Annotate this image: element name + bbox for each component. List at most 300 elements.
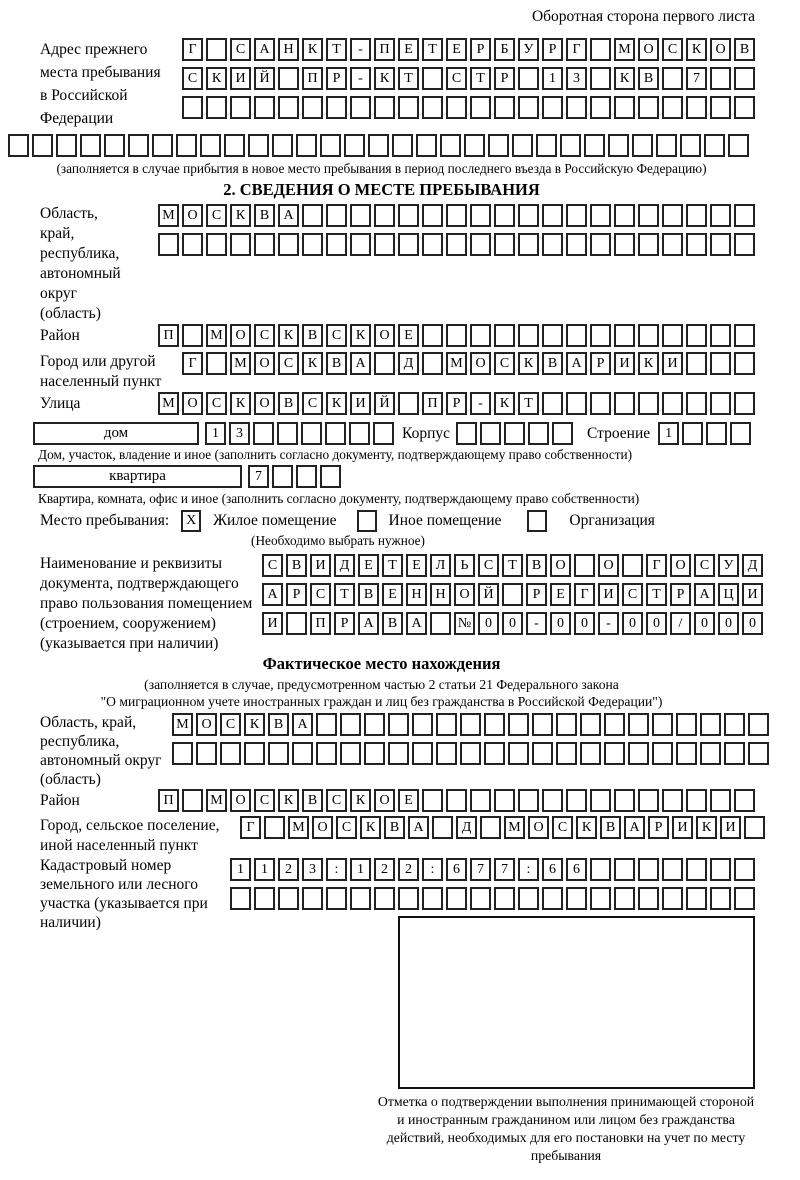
char-cell[interactable]: [676, 742, 697, 765]
char-cell[interactable]: [710, 67, 731, 90]
char-cell[interactable]: М: [288, 816, 309, 839]
char-cell[interactable]: [422, 324, 443, 347]
char-cell[interactable]: [460, 713, 481, 736]
char-cell[interactable]: 0: [622, 612, 643, 635]
char-cell[interactable]: [302, 96, 323, 119]
char-cell[interactable]: [128, 134, 149, 157]
char-cell[interactable]: А: [278, 204, 299, 227]
char-cell[interactable]: 7: [470, 858, 491, 881]
char-cell[interactable]: С: [622, 583, 643, 606]
char-cell[interactable]: [470, 789, 491, 812]
char-cell[interactable]: [566, 789, 587, 812]
char-cell[interactable]: 0: [502, 612, 523, 635]
char-cell[interactable]: [296, 465, 317, 488]
char-cell[interactable]: [373, 422, 394, 445]
char-cell[interactable]: [614, 789, 635, 812]
char-cell[interactable]: Т: [518, 392, 539, 415]
char-cell[interactable]: С: [336, 816, 357, 839]
char-cell[interactable]: [253, 422, 274, 445]
char-cell[interactable]: [398, 96, 419, 119]
char-cell[interactable]: [480, 816, 501, 839]
char-cell[interactable]: [542, 204, 563, 227]
char-cell[interactable]: Г: [646, 554, 667, 577]
char-cell[interactable]: [710, 352, 731, 375]
char-cell[interactable]: 0: [646, 612, 667, 635]
char-cell[interactable]: К: [230, 392, 251, 415]
char-cell[interactable]: [350, 96, 371, 119]
char-cell[interactable]: [724, 742, 745, 765]
char-cell[interactable]: Е: [398, 324, 419, 347]
prev-address-boxes-row-1[interactable]: [182, 38, 755, 61]
char-cell[interactable]: С: [310, 583, 331, 606]
char-cell[interactable]: [158, 233, 179, 256]
char-cell[interactable]: [542, 887, 563, 910]
char-cell[interactable]: К: [302, 38, 323, 61]
char-cell[interactable]: [638, 858, 659, 881]
char-cell[interactable]: [518, 67, 539, 90]
char-cell[interactable]: [349, 422, 370, 445]
char-cell[interactable]: [296, 134, 317, 157]
char-cell[interactable]: Е: [398, 789, 419, 812]
char-cell[interactable]: В: [638, 67, 659, 90]
char-cell[interactable]: [470, 233, 491, 256]
char-cell[interactable]: 3: [566, 67, 587, 90]
char-cell[interactable]: [340, 742, 361, 765]
char-cell[interactable]: [662, 858, 683, 881]
char-cell[interactable]: [388, 742, 409, 765]
char-cell[interactable]: [710, 96, 731, 119]
char-cell[interactable]: А: [292, 713, 313, 736]
char-cell[interactable]: [662, 204, 683, 227]
char-cell[interactable]: 6: [446, 858, 467, 881]
char-cell[interactable]: [196, 742, 217, 765]
char-cell[interactable]: [422, 887, 443, 910]
char-cell[interactable]: [638, 233, 659, 256]
char-cell[interactable]: Г: [566, 38, 587, 61]
char-cell[interactable]: Г: [182, 352, 203, 375]
char-cell[interactable]: [278, 887, 299, 910]
char-cell[interactable]: [566, 392, 587, 415]
char-cell[interactable]: У: [718, 554, 739, 577]
char-cell[interactable]: [508, 742, 529, 765]
char-cell[interactable]: [254, 887, 275, 910]
char-cell[interactable]: О: [196, 713, 217, 736]
char-cell[interactable]: [206, 38, 227, 61]
char-cell[interactable]: [662, 96, 683, 119]
char-cell[interactable]: 1: [254, 858, 275, 881]
char-cell[interactable]: [590, 324, 611, 347]
char-cell[interactable]: В: [382, 612, 403, 635]
char-cell[interactable]: [734, 96, 755, 119]
char-cell[interactable]: П: [310, 612, 331, 635]
char-cell[interactable]: Р: [526, 583, 547, 606]
document-boxes-row-1[interactable]: [262, 554, 763, 577]
char-cell[interactable]: С: [262, 554, 283, 577]
char-cell[interactable]: И: [662, 352, 683, 375]
actual-district-boxes[interactable]: [158, 789, 755, 812]
document-boxes-row-3[interactable]: [262, 612, 763, 635]
char-cell[interactable]: И: [310, 554, 331, 577]
char-cell[interactable]: [494, 789, 515, 812]
char-cell[interactable]: [710, 789, 731, 812]
char-cell[interactable]: [566, 233, 587, 256]
char-cell[interactable]: О: [374, 324, 395, 347]
checkbox-other-premises[interactable]: [357, 510, 377, 532]
char-cell[interactable]: 7: [494, 858, 515, 881]
char-cell[interactable]: К: [576, 816, 597, 839]
char-cell[interactable]: А: [254, 38, 275, 61]
char-cell[interactable]: [340, 713, 361, 736]
char-cell[interactable]: [566, 96, 587, 119]
char-cell[interactable]: [662, 233, 683, 256]
char-cell[interactable]: [398, 204, 419, 227]
char-cell[interactable]: [432, 816, 453, 839]
char-cell[interactable]: [422, 96, 443, 119]
char-cell[interactable]: В: [268, 713, 289, 736]
char-cell[interactable]: [590, 204, 611, 227]
char-cell[interactable]: [734, 887, 755, 910]
char-cell[interactable]: [590, 96, 611, 119]
char-cell[interactable]: К: [638, 352, 659, 375]
char-cell[interactable]: 0: [574, 612, 595, 635]
char-cell[interactable]: Р: [334, 612, 355, 635]
prev-address-boxes-row-4[interactable]: [8, 134, 755, 157]
char-cell[interactable]: К: [518, 352, 539, 375]
char-cell[interactable]: [302, 887, 323, 910]
char-cell[interactable]: [532, 742, 553, 765]
char-cell[interactable]: И: [614, 352, 635, 375]
char-cell[interactable]: В: [278, 392, 299, 415]
char-cell[interactable]: [326, 204, 347, 227]
char-cell[interactable]: [446, 324, 467, 347]
char-cell[interactable]: [224, 134, 245, 157]
char-cell[interactable]: М: [446, 352, 467, 375]
char-cell[interactable]: [638, 204, 659, 227]
char-cell[interactable]: К: [244, 713, 265, 736]
char-cell[interactable]: 2: [374, 858, 395, 881]
char-cell[interactable]: К: [696, 816, 717, 839]
char-cell[interactable]: [710, 204, 731, 227]
char-cell[interactable]: О: [670, 554, 691, 577]
char-cell[interactable]: [446, 789, 467, 812]
char-cell[interactable]: [706, 422, 727, 445]
char-cell[interactable]: [614, 392, 635, 415]
char-cell[interactable]: В: [358, 583, 379, 606]
char-cell[interactable]: [374, 887, 395, 910]
char-cell[interactable]: А: [408, 816, 429, 839]
char-cell[interactable]: Р: [470, 38, 491, 61]
char-cell[interactable]: [392, 134, 413, 157]
char-cell[interactable]: Б: [494, 38, 515, 61]
char-cell[interactable]: [446, 887, 467, 910]
char-cell[interactable]: [686, 233, 707, 256]
char-cell[interactable]: [604, 713, 625, 736]
char-cell[interactable]: [590, 38, 611, 61]
house-number-boxes[interactable]: [205, 422, 394, 445]
char-cell[interactable]: С: [278, 352, 299, 375]
char-cell[interactable]: [220, 742, 241, 765]
char-cell[interactable]: [638, 324, 659, 347]
char-cell[interactable]: С: [446, 67, 467, 90]
char-cell[interactable]: [364, 742, 385, 765]
char-cell[interactable]: Е: [382, 583, 403, 606]
char-cell[interactable]: [32, 134, 53, 157]
char-cell[interactable]: Н: [278, 38, 299, 61]
char-cell[interactable]: О: [550, 554, 571, 577]
char-cell[interactable]: [364, 713, 385, 736]
char-cell[interactable]: О: [374, 789, 395, 812]
char-cell[interactable]: [614, 204, 635, 227]
char-cell[interactable]: [446, 233, 467, 256]
char-cell[interactable]: [422, 789, 443, 812]
char-cell[interactable]: [608, 134, 629, 157]
char-cell[interactable]: 0: [694, 612, 715, 635]
char-cell[interactable]: [590, 233, 611, 256]
char-cell[interactable]: [590, 858, 611, 881]
char-cell[interactable]: [638, 392, 659, 415]
char-cell[interactable]: Н: [430, 583, 451, 606]
char-cell[interactable]: Т: [422, 38, 443, 61]
char-cell[interactable]: [436, 742, 457, 765]
char-cell[interactable]: 2: [278, 858, 299, 881]
char-cell[interactable]: С: [494, 352, 515, 375]
char-cell[interactable]: Д: [334, 554, 355, 577]
char-cell[interactable]: К: [686, 38, 707, 61]
char-cell[interactable]: [460, 742, 481, 765]
char-cell[interactable]: [182, 789, 203, 812]
char-cell[interactable]: Р: [670, 583, 691, 606]
char-cell[interactable]: [230, 887, 251, 910]
char-cell[interactable]: И: [350, 392, 371, 415]
char-cell[interactable]: О: [638, 38, 659, 61]
char-cell[interactable]: [662, 887, 683, 910]
char-cell[interactable]: 0: [742, 612, 763, 635]
char-cell[interactable]: [662, 392, 683, 415]
char-cell[interactable]: Л: [430, 554, 451, 577]
char-cell[interactable]: [590, 887, 611, 910]
char-cell[interactable]: [488, 134, 509, 157]
char-cell[interactable]: Д: [398, 352, 419, 375]
char-cell[interactable]: 0: [478, 612, 499, 635]
char-cell[interactable]: В: [600, 816, 621, 839]
char-cell[interactable]: [542, 789, 563, 812]
char-cell[interactable]: [230, 96, 251, 119]
char-cell[interactable]: П: [158, 789, 179, 812]
char-cell[interactable]: [470, 324, 491, 347]
char-cell[interactable]: С: [206, 392, 227, 415]
char-cell[interactable]: Г: [240, 816, 261, 839]
char-cell[interactable]: [422, 352, 443, 375]
char-cell[interactable]: [542, 96, 563, 119]
char-cell[interactable]: О: [182, 204, 203, 227]
char-cell[interactable]: [552, 422, 573, 445]
char-cell[interactable]: [374, 233, 395, 256]
char-cell[interactable]: [580, 742, 601, 765]
prev-address-boxes-row-2[interactable]: [182, 67, 755, 90]
char-cell[interactable]: О: [528, 816, 549, 839]
char-cell[interactable]: М: [230, 352, 251, 375]
char-cell[interactable]: О: [254, 392, 275, 415]
char-cell[interactable]: И: [720, 816, 741, 839]
char-cell[interactable]: С: [326, 324, 347, 347]
char-cell[interactable]: [272, 465, 293, 488]
char-cell[interactable]: Е: [446, 38, 467, 61]
char-cell[interactable]: [182, 233, 203, 256]
char-cell[interactable]: [200, 134, 221, 157]
char-cell[interactable]: [734, 352, 755, 375]
char-cell[interactable]: [686, 858, 707, 881]
char-cell[interactable]: А: [566, 352, 587, 375]
char-cell[interactable]: Р: [326, 67, 347, 90]
char-cell[interactable]: [494, 233, 515, 256]
region-boxes-row-1[interactable]: [158, 204, 755, 227]
char-cell[interactable]: 0: [550, 612, 571, 635]
char-cell[interactable]: [268, 742, 289, 765]
char-cell[interactable]: Р: [494, 67, 515, 90]
char-cell[interactable]: А: [358, 612, 379, 635]
char-cell[interactable]: [734, 67, 755, 90]
char-cell[interactable]: [628, 713, 649, 736]
char-cell[interactable]: [518, 233, 539, 256]
char-cell[interactable]: В: [542, 352, 563, 375]
char-cell[interactable]: К: [302, 352, 323, 375]
char-cell[interactable]: П: [302, 67, 323, 90]
city-boxes[interactable]: [182, 352, 755, 375]
char-cell[interactable]: [680, 134, 701, 157]
char-cell[interactable]: [614, 324, 635, 347]
char-cell[interactable]: [704, 134, 725, 157]
char-cell[interactable]: Г: [182, 38, 203, 61]
char-cell[interactable]: С: [662, 38, 683, 61]
char-cell[interactable]: [350, 233, 371, 256]
char-cell[interactable]: [484, 713, 505, 736]
char-cell[interactable]: М: [158, 204, 179, 227]
char-cell[interactable]: [518, 96, 539, 119]
char-cell[interactable]: [584, 134, 605, 157]
char-cell[interactable]: [710, 858, 731, 881]
char-cell[interactable]: Е: [550, 583, 571, 606]
char-cell[interactable]: К: [374, 67, 395, 90]
char-cell[interactable]: [388, 713, 409, 736]
char-cell[interactable]: [272, 134, 293, 157]
char-cell[interactable]: [502, 583, 523, 606]
char-cell[interactable]: [662, 789, 683, 812]
char-cell[interactable]: [652, 742, 673, 765]
char-cell[interactable]: 0: [718, 612, 739, 635]
char-cell[interactable]: М: [172, 713, 193, 736]
char-cell[interactable]: А: [350, 352, 371, 375]
char-cell[interactable]: [326, 233, 347, 256]
char-cell[interactable]: В: [326, 352, 347, 375]
char-cell[interactable]: 1: [658, 422, 679, 445]
char-cell[interactable]: М: [614, 38, 635, 61]
actual-region-boxes-row-2[interactable]: [172, 742, 769, 765]
char-cell[interactable]: [518, 789, 539, 812]
char-cell[interactable]: Т: [646, 583, 667, 606]
char-cell[interactable]: [176, 134, 197, 157]
street-boxes[interactable]: [158, 392, 755, 415]
char-cell[interactable]: [172, 742, 193, 765]
char-cell[interactable]: [244, 742, 265, 765]
char-cell[interactable]: [728, 134, 749, 157]
char-cell[interactable]: Й: [254, 67, 275, 90]
char-cell[interactable]: 6: [542, 858, 563, 881]
char-cell[interactable]: [56, 134, 77, 157]
char-cell[interactable]: [748, 742, 769, 765]
char-cell[interactable]: [710, 233, 731, 256]
char-cell[interactable]: О: [230, 324, 251, 347]
char-cell[interactable]: Е: [398, 38, 419, 61]
char-cell[interactable]: С: [230, 38, 251, 61]
char-cell[interactable]: [700, 713, 721, 736]
char-cell[interactable]: 1: [542, 67, 563, 90]
document-boxes-row-2[interactable]: [262, 583, 763, 606]
char-cell[interactable]: [748, 713, 769, 736]
char-cell[interactable]: [248, 134, 269, 157]
char-cell[interactable]: [730, 422, 751, 445]
char-cell[interactable]: Ь: [454, 554, 475, 577]
char-cell[interactable]: [662, 67, 683, 90]
char-cell[interactable]: [686, 789, 707, 812]
char-cell[interactable]: [320, 134, 341, 157]
char-cell[interactable]: Й: [478, 583, 499, 606]
char-cell[interactable]: С: [254, 324, 275, 347]
char-cell[interactable]: [80, 134, 101, 157]
char-cell[interactable]: Н: [406, 583, 427, 606]
char-cell[interactable]: [542, 233, 563, 256]
char-cell[interactable]: [8, 134, 29, 157]
char-cell[interactable]: [374, 96, 395, 119]
char-cell[interactable]: Ц: [718, 583, 739, 606]
char-cell[interactable]: [542, 392, 563, 415]
char-cell[interactable]: 6: [566, 858, 587, 881]
char-cell[interactable]: [344, 134, 365, 157]
checkbox-residential[interactable]: X: [181, 510, 201, 532]
char-cell[interactable]: -: [350, 38, 371, 61]
char-cell[interactable]: [652, 713, 673, 736]
char-cell[interactable]: [456, 422, 477, 445]
char-cell[interactable]: В: [302, 789, 323, 812]
char-cell[interactable]: [206, 96, 227, 119]
char-cell[interactable]: В: [254, 204, 275, 227]
char-cell[interactable]: М: [206, 789, 227, 812]
char-cell[interactable]: [326, 96, 347, 119]
char-cell[interactable]: К: [206, 67, 227, 90]
char-cell[interactable]: [656, 134, 677, 157]
char-cell[interactable]: 7: [248, 465, 269, 488]
char-cell[interactable]: [350, 204, 371, 227]
char-cell[interactable]: О: [230, 789, 251, 812]
char-cell[interactable]: Д: [742, 554, 763, 577]
char-cell[interactable]: [682, 422, 703, 445]
char-cell[interactable]: Д: [456, 816, 477, 839]
char-cell[interactable]: [542, 324, 563, 347]
char-cell[interactable]: [532, 713, 553, 736]
char-cell[interactable]: [662, 324, 683, 347]
char-cell[interactable]: 2: [398, 858, 419, 881]
char-cell[interactable]: [518, 324, 539, 347]
char-cell[interactable]: [638, 887, 659, 910]
char-cell[interactable]: И: [598, 583, 619, 606]
char-cell[interactable]: К: [494, 392, 515, 415]
char-cell[interactable]: [512, 134, 533, 157]
char-cell[interactable]: С: [206, 204, 227, 227]
char-cell[interactable]: [436, 713, 457, 736]
char-cell[interactable]: [556, 713, 577, 736]
char-cell[interactable]: [560, 134, 581, 157]
char-cell[interactable]: С: [220, 713, 241, 736]
char-cell[interactable]: 1: [205, 422, 226, 445]
